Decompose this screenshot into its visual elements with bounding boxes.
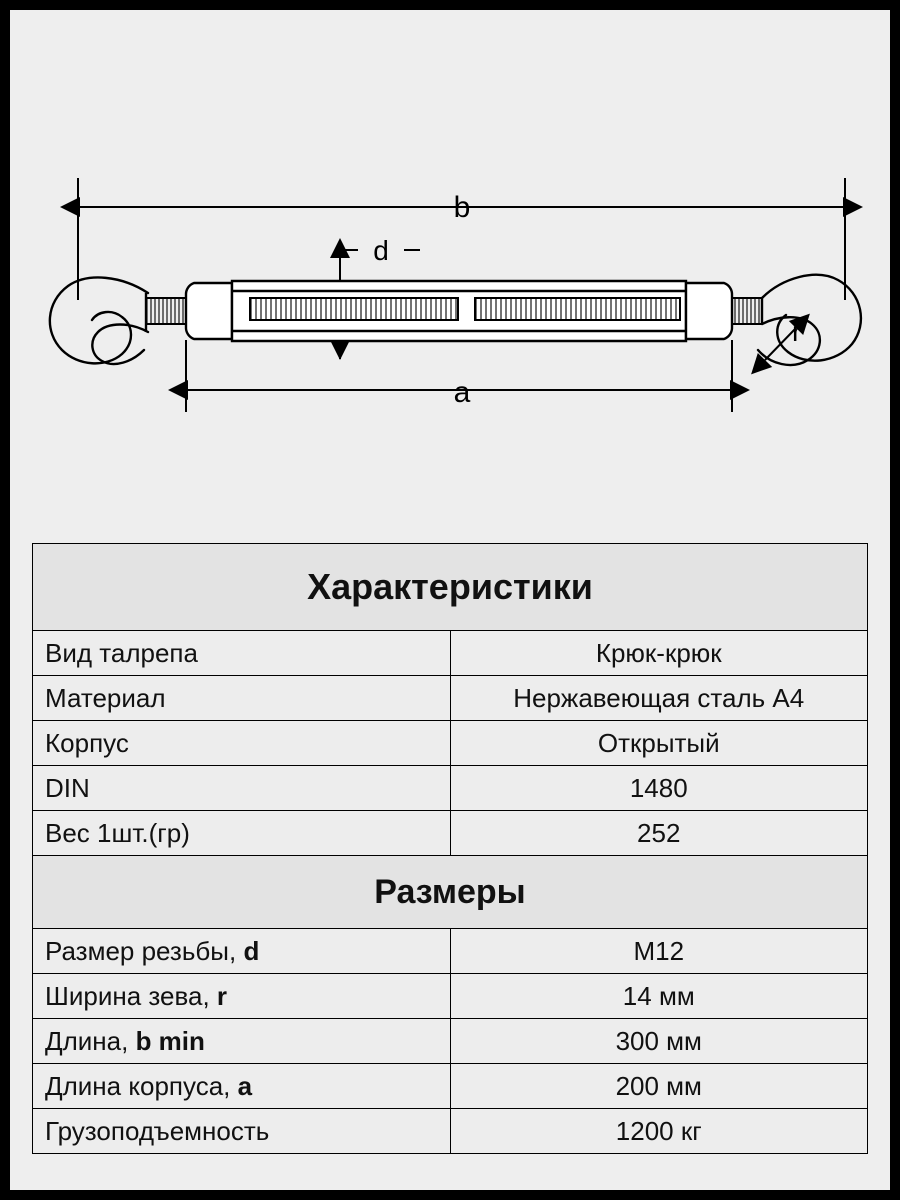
table-row (33, 1019, 868, 1064)
spec-label: Корпус (33, 721, 451, 766)
dimension-label (33, 974, 451, 1019)
dimension-label-symbol: r (216, 980, 228, 1011)
table-row (33, 1109, 868, 1154)
dimension-label (33, 929, 451, 974)
dimension-value: M12 (450, 929, 868, 974)
spec-value: 1480 (450, 766, 868, 811)
table-row (33, 811, 868, 856)
table-row (33, 1064, 868, 1109)
spec-value: Крюк-крюк (450, 631, 868, 676)
spec-value: Открытый (450, 721, 868, 766)
dimension-label-text: Размер резьбы, (45, 935, 244, 966)
turnbuckle-body (50, 275, 861, 365)
dimension-value: 14 мм (450, 974, 868, 1019)
table-section-row (33, 856, 868, 929)
label-d: d (373, 235, 389, 266)
dimension-value: 300 мм (450, 1019, 868, 1064)
dimension-label-text: Ширина зева, (45, 980, 217, 1011)
dimension-value: 1200 кг (450, 1109, 868, 1154)
spec-label: Материал (33, 676, 451, 721)
dimensions-title: Размеры (33, 856, 868, 929)
dimension-label-text: Длина, (45, 1025, 136, 1056)
table-title: Характеристики (33, 544, 868, 631)
dimension-label-symbol: a (237, 1070, 253, 1101)
table-row (33, 676, 868, 721)
dimension-label-symbol: d (243, 935, 260, 966)
specifications-table (32, 543, 868, 1154)
product-spec-page (10, 10, 890, 1190)
table-row (33, 929, 868, 974)
dimension-value: 200 мм (450, 1064, 868, 1109)
spec-label: Вид талрепа (33, 631, 451, 676)
label-b: b (453, 191, 471, 224)
dimension-label-text: Длина корпуса, (45, 1070, 238, 1101)
table-row (33, 974, 868, 1019)
spec-value: 252 (450, 811, 868, 856)
spec-label: Вес 1шт.(гр) (33, 811, 451, 856)
table-row (33, 766, 868, 811)
dimension-label (33, 1019, 451, 1064)
dimension-label-text: Грузоподъемность (45, 1115, 270, 1146)
spec-value: Нержавеющая сталь A4 (450, 676, 868, 721)
table-row (33, 631, 868, 676)
label-a: a (453, 376, 471, 409)
dimension-label (33, 1064, 451, 1109)
dimension-label (33, 1109, 451, 1154)
turnbuckle-diagram (10, 10, 890, 545)
spec-label: DIN (33, 766, 451, 811)
table-row (33, 721, 868, 766)
dimension-label-symbol: b min (135, 1025, 205, 1056)
table-title-row (33, 544, 868, 631)
label-r: r (792, 316, 802, 347)
